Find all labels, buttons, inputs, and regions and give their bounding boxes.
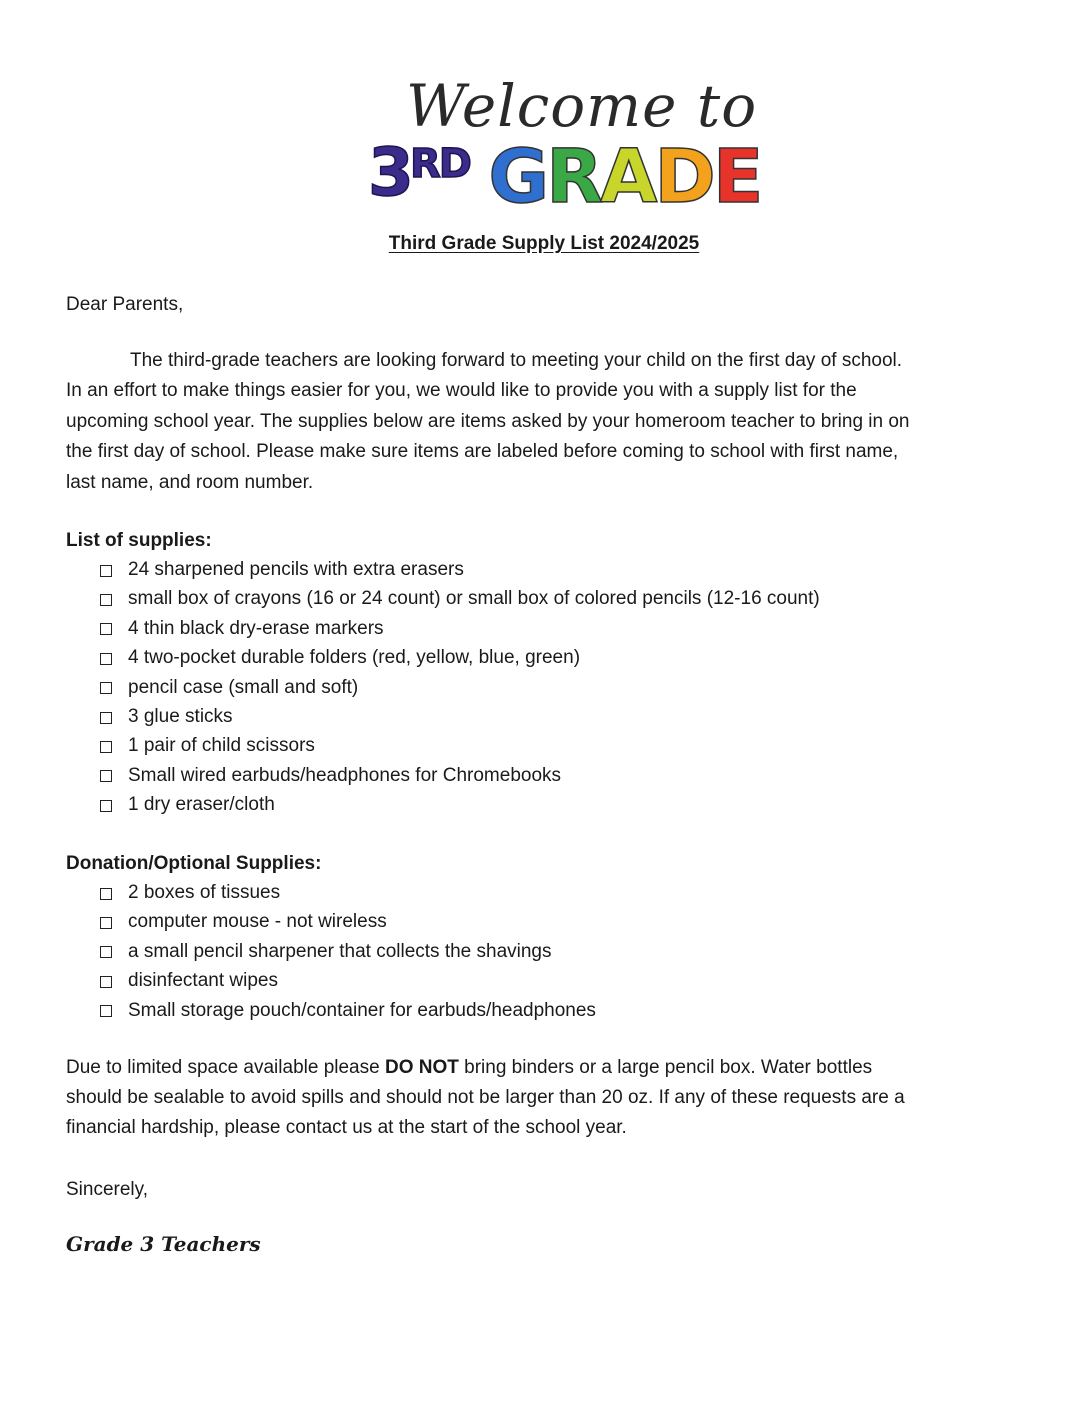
intro-line: In an effort to make things easier for you, we would like to provide you with a supply list for the [66,380,857,402]
intro-paragraph [66,346,1036,498]
logo-grade-letter: D [654,134,713,220]
donations-heading: Donation/Optional Supplies: [66,853,322,874]
list-item [100,996,596,1025]
checkbox-icon [100,653,112,665]
logo-grade-letter: G [488,134,547,220]
list-item [100,673,820,702]
logo-rd: RD [409,141,470,187]
checkbox-icon [100,565,112,577]
logo-welcome-text: Welcome to [406,72,758,140]
do-not-emphasis: DO NOT [384,1057,459,1078]
checkbox-icon [100,682,112,694]
page-title: Third Grade Supply List 2024/2025 [388,233,700,254]
logo-grade-row [368,134,761,220]
greeting: Dear Parents, [66,294,184,315]
donations-list [100,878,596,1025]
closing-line [66,1053,1036,1083]
list-item [100,937,596,966]
list-item [100,731,820,760]
checkbox-icon [100,623,112,635]
list-item [100,614,820,643]
list-item-label: pencil case (small and soft) [128,676,359,698]
list-item [100,584,820,613]
list-item-label: disinfectant wipes [128,970,278,992]
logo-grade-word [488,134,760,220]
list-item-label: Small wired earbuds/headphones for Chromebooks [128,764,562,786]
intro-line: upcoming school year. The supplies below are items asked by your homeroom teacher to bring in on [66,410,910,432]
checkbox-icon [100,800,112,812]
intro-line: the first day of school. Please make sure items are labeled before coming to school with first name, [66,441,899,463]
signature: Grade 3 Teachers [66,1232,261,1256]
checkbox-icon [100,888,112,900]
closing-paragraph [66,1053,1036,1143]
checkbox-icon [100,976,112,988]
checkbox-icon [100,741,112,753]
list-item [100,643,820,672]
list-item-label: computer mouse - not wireless [128,911,387,933]
checkbox-icon [100,712,112,724]
list-item-label: 1 pair of child scissors [128,735,315,757]
list-item-label: a small pencil sharpener that collects the shavings [128,940,552,962]
closing-line: should be sealable to avoid spills and should not be larger than 20 oz. If any of these requests are a [66,1087,905,1108]
supplies-heading: List of supplies: [66,530,212,551]
closing-text: bring binders or a large pencil box. Water bottles [458,1057,873,1078]
list-item-label: 1 dry eraser/cloth [128,794,275,816]
checkbox-icon [100,917,112,929]
list-item-label: 24 sharpened pencils with extra erasers [128,559,464,580]
checkbox-icon [100,1005,112,1017]
list-item [100,702,820,731]
logo-grade-letter: E [712,134,761,220]
list-item-label: 3 glue sticks [128,705,233,727]
list-item [100,790,820,819]
logo-3rd [368,134,470,211]
logo-third-number: 3 [368,134,410,211]
list-item [100,555,820,584]
signoff: Sincerely, [66,1179,149,1200]
intro-line: The third-grade teachers are looking forward to meeting your child on the first day of school. [130,350,903,371]
checkbox-icon [100,594,112,606]
list-item [100,907,596,936]
list-item-label: 2 boxes of tissues [128,882,281,903]
logo-grade-letter: R [546,134,601,220]
supplies-list [100,555,820,820]
closing-line: financial hardship, please contact us at the start of the school year. [66,1117,627,1138]
closing-text: Due to limited space available please [66,1057,385,1078]
list-item-label: Small storage pouch/container for earbuds/headphones [128,999,596,1021]
list-item [100,761,820,790]
logo-grade-letter: A [600,134,655,220]
list-item [100,878,596,907]
checkbox-icon [100,770,112,782]
intro-line: last name, and room number. [66,471,314,493]
list-item-label: small box of crayons (16 or 24 count) or small box of colored pencils (12-16 count) [128,588,820,610]
welcome-logo [368,72,761,220]
list-item-label: 4 thin black dry-erase markers [128,617,384,639]
list-item-label: 4 two-pocket durable folders (red, yellow, blue, green) [128,647,581,669]
list-item [100,966,596,995]
checkbox-icon [100,946,112,958]
